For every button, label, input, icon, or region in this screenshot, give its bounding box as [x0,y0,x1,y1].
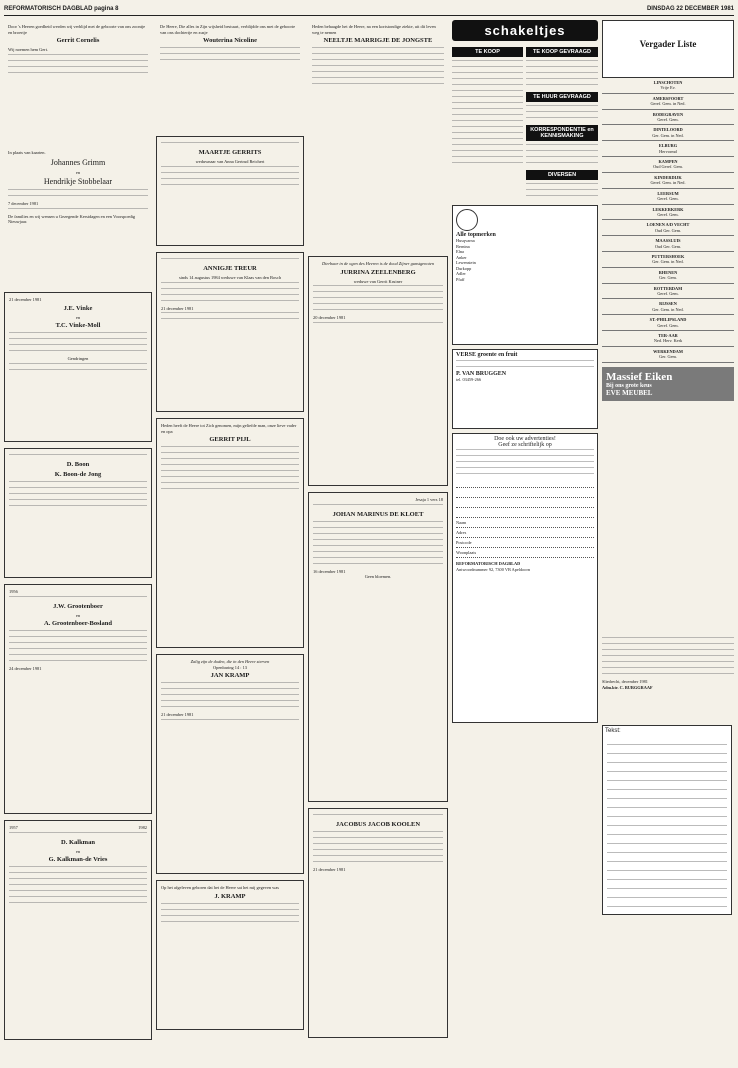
person-name: D. Boon [66,461,90,468]
church-place: RIJSSEN [659,301,677,307]
brand-item: Husqvarna [456,238,475,243]
church-entry [602,173,734,189]
brand-item: Durkopp [456,265,472,271]
deceased-sub: weduwe van Gerrit Kruiner [353,278,403,284]
and-text: en [75,169,81,175]
church-entry [602,157,734,173]
form-postcode-field[interactable] [456,540,594,548]
and-text: en [75,612,81,618]
bible-ref: Jesaja 1 vers 18 [415,497,443,502]
church-place: LINSCHOTEN [653,80,683,85]
field-label: Naam [456,520,467,525]
masthead [4,4,734,16]
classifieds-left [452,44,523,201]
brand-item: Bernina [456,243,470,249]
announcement-wouterina [156,20,304,130]
ad-brand: EVE MEUBEL [606,388,653,397]
announcement-date: 7 december 1981 [8,201,39,207]
church-entry [602,125,734,141]
announcement-detail: Wij noemen hem Gert. [8,47,49,53]
form-address: Antwoordnummer 92, 7300 VB Apeldoorn [456,566,531,572]
column-3 [308,20,448,1064]
church-entry [602,284,734,300]
category-te-huur-gevraagd: TE HUUR GEVRAAGD [526,92,598,102]
church-place: LEERSUM [657,190,679,196]
church-place: DINTELOORD [653,127,683,133]
church-info: Oud Ger. Gem. [654,227,682,233]
obituary-dekloet [308,492,448,802]
form-address-field[interactable] [456,530,594,538]
deceased-sub: sinds 14 augustus 1984 weduwe van Klaas van den Bosch [178,275,282,280]
announcement-ctx [602,636,734,716]
church-info: Geref. Gem. [657,211,679,217]
form-line[interactable] [456,510,594,518]
announcement-intro: In plaats van kaarten. [8,150,46,155]
church-entry [602,236,734,252]
deceased-name: JAN KRAMP [210,672,250,680]
deceased-sub: weduwnaar van Anna Gertrud Reichert [195,159,265,164]
church-info: Geref. Gem. [657,117,679,123]
announcement-date: Sliedrecht, december 1981 [602,679,648,684]
year-start: 1957 [9,825,18,830]
church-entry [602,347,734,363]
deceased-name: GERRIT PIJL [209,436,251,444]
church-info: Ger. Gem. [659,354,677,360]
church-info: Oud Ger. Gem. [654,243,682,249]
ad-name: P. VAN BRUGGEN [456,370,507,377]
classifieds-header: schakeltjes [452,20,598,41]
deceased-name: J. KRAMP [214,892,246,900]
deceased-name: JURRINA ZEELENBERG [340,268,416,276]
announcement-date: 24 december 1981 [9,666,42,672]
church-info: Ger. Gem. in Ned. [652,132,684,138]
church-entry [602,94,734,110]
bride-name: Hendrikje Stobbelaar [43,177,113,187]
tekst-box[interactable] [602,725,732,915]
person-name: G. Kalkman-de Vries [48,856,108,864]
church-entry [602,268,734,284]
church-info: Ger. Gem. in Ned. [652,259,684,265]
and-text: en [75,314,81,320]
announcement-date: 21 december 1981 [313,867,346,872]
church-info: Geref. Gem. [657,196,679,202]
bible-quote: Zalig zijn de doden, die in den Heere sterven [190,659,270,664]
church-place: PUTTERSHOEK [651,253,685,259]
church-info: Ger. Gem. [659,275,677,281]
church-place: AMERSFOORT [652,95,684,101]
child-name: Wouterina Nicoline [203,37,257,45]
church-info: Hervormd [659,148,677,154]
obituary-jongste [308,20,448,250]
bible-quote: Dierbaar in de ogen des Heeren is de dood Zijner gunstgenoten [321,261,435,266]
church-entry [602,110,734,126]
category-te-koop: TE KOOP [452,47,523,57]
announcement-kalkman [4,820,152,1040]
years-row [9,825,147,831]
gouda-logo-icon [456,209,478,231]
church-entry [602,220,734,236]
masthead-left: REFORMATORISCH DAGBLAD pagina 8 [4,6,119,12]
obituary-zeelenberg [308,256,448,486]
brand-item: Adler [456,271,466,276]
ad-title: VERSE groente en fruit [456,352,518,358]
ad-phone: tel. 03459-266 [456,377,482,382]
announcement-intro: Op het afgeleven geboren dat het de Heere sat het mij gegeven was [161,885,280,890]
announcement-date: 21 december 1981 [161,712,194,718]
category-diversen: DIVERSEN [526,170,598,180]
ad-title: Alle topmerken [456,231,496,238]
person-name: T.C. Vinke-Moll [55,322,101,330]
field-label: Postcode [456,540,472,545]
person-name: D. Kalkman [61,838,95,846]
church-info: Geref. Gem. [657,290,679,296]
church-entry [602,78,734,94]
church-place: ST.-PHILIPSLAND [649,317,687,323]
announcement-note: Geen bloemen. [364,574,392,580]
church-place: LOENEN A/D VECHT [646,222,690,228]
form-lead: Doe ook uw advertenties! [494,436,556,442]
form-city-field[interactable] [456,550,594,558]
announcement-boon [4,448,152,578]
announcement-gerrit [4,20,152,140]
church-place: TER-AAR [658,333,678,338]
deceased-name: ANNIGJE TREUR [203,265,257,272]
church-info: Geref. Gem. in Ned. [650,180,686,186]
announcement-intro: Heden heeft de Heere tot Zich genomen, mijn geliefde man, onze lieve vader en opa [161,423,297,434]
obituary-kramp-2 [156,880,304,1030]
column-1 [4,20,152,1064]
announcement-intro: Door 's Heeren goedheid werden wij verblijd met de geboorte van ons zoontje en broertje [8,24,146,35]
ad-massief-eiken [602,367,734,401]
church-entry [602,299,734,315]
year-text: 1956 [9,589,18,594]
church-entry [602,141,734,157]
advertisement-form [452,433,598,723]
masthead-right: DINSDAG 22 DECEMBER 1981 [646,6,734,12]
column-5 [602,20,734,720]
church-list [602,78,734,363]
and-text: en [75,848,81,854]
church-info: Geref. Gem. [657,322,679,328]
brand-item: Lewenstein [456,260,476,265]
obituary-gerrits [156,136,304,246]
church-place: RHENEN [658,269,678,275]
deceased-name: MAARTJE GERRITS [198,149,262,156]
church-place: LEKKERKERK [652,206,684,212]
form-org: REFORMATORISCH DAGBLAD [456,561,521,566]
church-place: WERKENDAM [653,348,683,354]
person-name: J.E. Vinke [63,304,93,312]
church-info: Vrije Ev. [660,85,676,91]
church-info: Oud Geref. Gem. [653,164,683,170]
announcement-date: 16 december 1981 [313,568,346,574]
person-name: J.W. Grootenboer [53,602,103,610]
church-place: MAASSLUIS [655,238,681,244]
year-end: 1982 [138,825,147,830]
church-place: ROTTERDAM [653,285,683,291]
announcement-intro: Heden behaagde het de Heere, na een kortstondige ziekte, uit dit leven weg te nemen [312,24,436,35]
church-info: Geref. Gem. in Ned. [650,101,686,107]
column-4-classifieds [452,20,598,1064]
church-entry [602,189,734,205]
announcement-date: 21 december 1981 [9,297,42,302]
brand-item: Anker [456,254,467,260]
ad-groente [452,349,598,429]
column-2 [156,20,304,1064]
tekst-label: Tekst: [605,728,621,734]
obituary-koolen [308,808,448,1038]
church-place: BODEGRAVEN [652,111,684,117]
obituary-treur [156,252,304,412]
field-label: Adres [456,530,467,535]
announcement-date: 20 december 1981 [313,315,346,321]
church-place: KINDERDIJK [654,174,682,180]
ad-sub: Bij ons grote keus [606,382,652,389]
category-te-koop-gevraagd: TE KOOP GEVRAAGD [526,47,598,57]
form-line[interactable] [456,490,594,498]
classifieds-grid [452,44,598,201]
obituary-kramp [156,654,304,874]
church-entry [602,252,734,268]
announcement-grootenboer [4,584,152,814]
announcement-intro: De Heere, Die alles in Zijn wijsheid bestuurt, verblijdde ons met de geboorte van ons dochtertje en zusje [160,24,296,35]
category-korrespondentie: KORRESPONDENTIE en KENNISMAKING [526,125,598,141]
announcement-place: Gendringen [67,356,89,362]
bible-ref: Openbaring 14 : 13 [212,664,248,670]
church-info: Ned. Herv. Kerk [653,338,683,344]
brand-item: Elna [456,249,464,254]
church-place: ELBURG [658,143,678,149]
deceased-name: NEELTJE MARRIGJE DE JONGSTE [323,37,433,45]
ad-title: Massief Eiken [606,370,673,383]
deceased-name: JOHAN MARINUS DE KLOET [332,510,424,518]
classifieds-right [526,44,598,201]
church-entry [602,331,734,347]
form-name-field[interactable] [456,520,594,528]
church-info: Ger. Gem. in Ned. [652,306,684,312]
vergader-logo: Vergader Liste [602,20,734,78]
announcement-grimm [4,146,152,286]
child-name: Gerrit Cornelis [56,37,100,45]
ad-naaimachines [452,205,598,345]
announcement-vinke [4,292,152,442]
groom-name: Johannes Grimm [50,157,106,167]
church-place: KAMPEN [658,159,678,165]
person-name: K. Boon-de Jong [54,471,102,478]
field-label: Woonplaats [456,550,477,555]
announcement-date: 21 december 1981 [161,305,194,311]
deceased-name: JACOBUS JACOB KOOLEN [335,821,421,828]
church-entry [602,315,734,331]
announcement-wish: De families en wij wensen u Gezegende Kerstdagen en een Voorspoedig Nieuwjaar. [8,213,136,225]
form-sub: Geef ze schriftelijk op [498,441,552,448]
person-name: A. Grootenboer-Bosland [44,620,112,628]
brand-item: Pfaff [456,276,465,282]
form-line[interactable] [456,500,594,508]
announcement-name: Adm.ktr. C. BURGGRAAF [602,684,653,690]
obituary-pijl [156,418,304,648]
form-line[interactable] [456,480,594,488]
church-entry [602,205,734,221]
